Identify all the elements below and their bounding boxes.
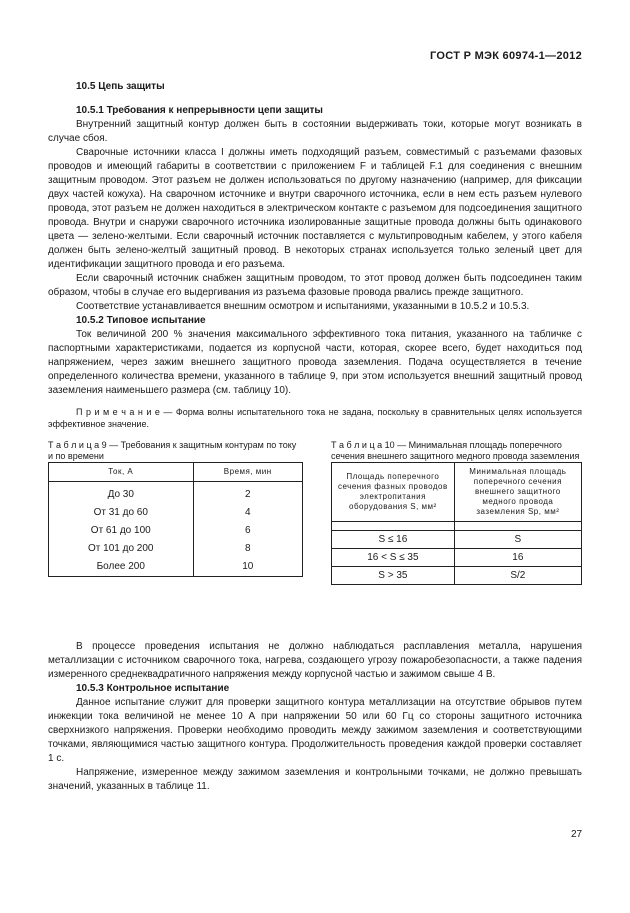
paragraph: Если сварочный источник снабжен защитным проводом, то этот провод должен быть подсоединен таким образом, чтобы в случае его выдергивания из разъема фазовые провода рвались прежде защитного. (48, 273, 582, 298)
table-row (332, 549, 582, 567)
table-cell: До 30 (49, 482, 194, 505)
subsection-title-10-5-3: 10.5.3 Контрольное испытание (76, 683, 230, 694)
table-row (332, 531, 582, 549)
paragraph: Напряжение, измеренное между зажимом заземления и контрольными точками, не должно превышать значений, указанных в таблице 11. (48, 767, 582, 792)
table-cell: От 101 до 200 (49, 540, 194, 558)
table-9-caption-text: — Требования к защитным контурам по току и по времени (48, 440, 297, 461)
paragraph: В процессе проведения испытания не должно наблюдаться расплавления металла, нарушения металлизации с источником сварочного тока, нагрева, создающего угрозу пожаробезопасности, а также падения измеренного среднеквадратичного напряжения между корпусной частью и зажимом свыше 4 В. (48, 641, 582, 680)
table-cell: 16 (454, 549, 581, 567)
table-9-grid (48, 462, 303, 577)
table-9-caption (48, 440, 303, 462)
table-9 (48, 440, 303, 577)
table-cell: 2 (193, 482, 303, 505)
table-cell: S (454, 531, 581, 549)
table-cell: 6 (193, 522, 303, 540)
table-10-header-min-section: Минимальная площадь поперечного сечения внешнего защитного медного провода заземления Sp, мм² (454, 463, 581, 522)
paragraph: Соответствие устанавливается внешним осмотром и испытаниями, указанными в 10.5.2 и 10.5.3. (76, 301, 530, 312)
document-body (48, 80, 582, 794)
table-9-caption-label: Т а б л и ц а 9 (48, 440, 107, 450)
table-cell: Более 200 (49, 558, 194, 577)
table-spacer-cell (454, 522, 581, 531)
table-10 (331, 440, 582, 585)
subsection-title-10-5-1: 10.5.1 Требования к непрерывности цепи защиты (76, 105, 323, 116)
table-cell: 4 (193, 504, 303, 522)
table-10-grid (331, 462, 582, 585)
table-row (49, 504, 303, 522)
table-10-caption-text: — Минимальная площадь поперечного сечения внешнего защитного медного провода заземления (331, 440, 580, 461)
table-row (49, 482, 303, 505)
section-title: 10.5 Цепь защиты (76, 81, 165, 92)
table-cell: 16 < S ≤ 35 (332, 549, 455, 567)
page-number: 27 (571, 829, 583, 840)
table-row (49, 540, 303, 558)
table-9-header-time: Время, мин (193, 463, 303, 482)
table-cell: 8 (193, 540, 303, 558)
table-cell: S > 35 (332, 567, 455, 585)
table-10-header-phase-section: Площадь поперечного сечения фазных проводов электропитания оборудования S, мм² (332, 463, 455, 522)
table-cell: От 31 до 60 (49, 504, 194, 522)
paragraph: Сварочные источники класса I должны иметь подходящий разъем, совместимый с разъемами фазовых проводов и имеющий габариты в соответствии с приложением F и таблицей F.1 для соединения с внешним защитным проводом. Этот разъем не должен использоваться по другому назначению (например, для фиксации двух частей кожуха). На сварочном источнике и внутри сварочного источника, если в нем есть разъем нулевого провода, этот разъем не должен находиться в электрическом контакте с разъемом для подсоединения защитного провода. Внутри и снаружи сварочного источника изолированные защитные провода должны быть одинакового цвета — зелено-желтыми. Если сварочный источник поставляется с мультипроводным кабелем, у этого кабеля должен быть зелено-желтый защитный провод. В некоторых странах используется только зеленый цвет для идентификации защитного провода и его разъема. (48, 147, 582, 270)
note-label: П р и м е ч а н и е (76, 407, 160, 417)
document-header: ГОСТ Р МЭК 60974-1—2012 (430, 50, 582, 62)
table-spacer-row (332, 522, 582, 531)
paragraph: Данное испытание служит для проверки защитного контура металлизации на отсутствие обрывов путем инжекции тока величиной не менее 10 А при напряжении 50 или 60 Гц со стороны защитного источника сверхнизкого напряжения. Проверки необходимо проводить между зажимом заземления и соответствующими точками, являющимися частью защитного контура. Продолжительность проведения каждой проверки составляет 1 с. (48, 697, 582, 764)
note-text: — Форма волны испытательного тока не задана, поскольку в сравнительных целях используется эффективное значение. (48, 407, 582, 429)
table-cell: От 61 до 100 (49, 522, 194, 540)
table-cell: S ≤ 16 (332, 531, 455, 549)
table-row (49, 522, 303, 540)
paragraph: Внутренний защитный контур должен быть в состоянии выдерживать токи, которые могут возникать в случае сбоя. (48, 119, 582, 144)
table-10-caption-label: Т а б л и ц а 10 (331, 440, 395, 450)
paragraph: Ток величиной 200 % значения максимального эффективного тока питания, указанного на табличке с паспортными характеристиками, подается из корпусной части, которая, скорее всего, будет находиться под напряжением, через зажим внешнего защитного провода заземления. Подача осуществляется в течение определенного количества времени, указанного в таблице 9, при этом используется внешний защитный провод заземления наименьшего размера (см. таблицу 10). (48, 329, 582, 396)
table-cell: S/2 (454, 567, 581, 585)
table-spacer-cell (332, 522, 455, 531)
note (48, 406, 582, 430)
table-row (332, 567, 582, 585)
table-row (49, 558, 303, 577)
table-cell: 10 (193, 558, 303, 577)
table-10-caption (331, 440, 582, 462)
table-9-header-current: Ток, А (49, 463, 194, 482)
subsection-title-10-5-2: 10.5.2 Типовое испытание (76, 315, 206, 326)
tables-area (48, 440, 582, 630)
